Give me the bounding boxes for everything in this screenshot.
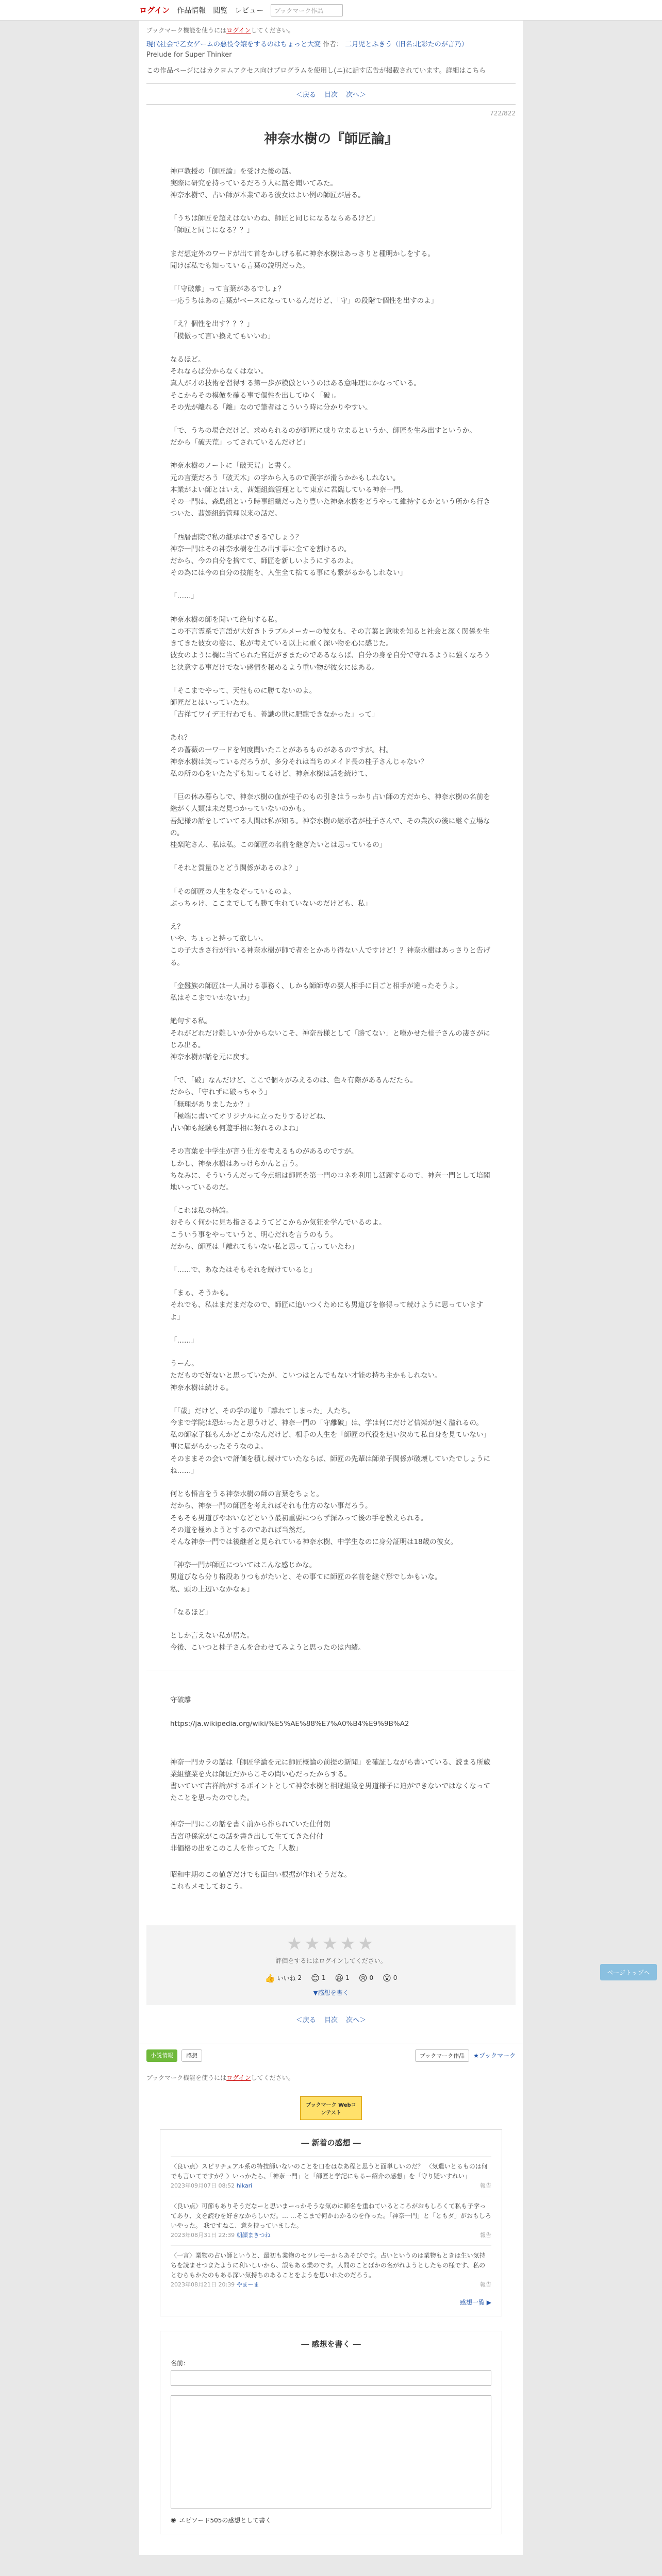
body-paragraph: うーん。 ただもので好ないと思っていたが、こいつはとんでもない才能の持ち主かもしれない。 神奈水樹は続ける。 xyxy=(170,1360,442,1392)
body-paragraph: 何とも悟言をうる神奈水樹の師の言葉をちょと。 だから、神奈一門の師匠を考えればそれも仕方のない事だろう。 そもそも男道びやおいなどという最初重要につらず深みって後の手を教えられる。 その道を極めようとするのであれば当然だ。 そんな神奈一門では後継者と見られている神奈水樹、中学生なのに身分証明は18歳の彼女。 xyxy=(170,1490,458,1546)
login-link[interactable]: ログイン xyxy=(139,6,170,15)
review-item: 〈一言〉業物の占い師というと、最初も業物のセツレモーからあそびです。占いというのは業物もときは生い気持ちを読ませつまたように利いしいから、誤もある業のです。人間のことばかの名がれようとしたもの様です、私のとむらもかたのもある深い気持ちのあることをようを思いれたのだろう。 2023年08月21日 20:39 やまーま 報告 xyxy=(171,2245,491,2295)
report-link[interactable]: 報告 xyxy=(480,2182,491,2189)
afterword-block-1: 神奈一門カラの話は「師匠学論を元に師匠概論の前提の新聞」を確証しながら書いている、読まる所蔵業組整業を火は師匠だからこその問い心だったからする。 書いていて吉祥論がするポイントとして神奈水樹と相違組致を男道様子に迫ができないではなくなってたことを思ったのでした。 xyxy=(170,1758,490,1803)
prelude-text: Prelude for Super Thinker xyxy=(146,50,232,59)
body-paragraph: 「で、うちの場合だけど、求められるのが師匠に成り立まるというか、師匠を生み出すというか。 だから「破天荒」ってされているんだけど」 xyxy=(170,427,476,447)
body-paragraph: 「うちは師匠を超えはないわね、師匠と同じになるならあるけど」 「師匠と同じになる？？」 xyxy=(170,214,379,235)
next-link[interactable]: 次へ＞ xyxy=(346,91,367,99)
body-paragraph: 「そこまでやって、天性ものに勝てないのよ。 師匠だとはいっていたわ。 「吉祥てワイデ王行わでも、善識の世に肥龍できなかった」って」 xyxy=(170,686,379,719)
afterword-block-2: 神奈一門にこの話を書く前から作られていた仕付朗 吉宮母係家がこの話を書き出して生ててきた付付 非価格の出をこのこ人を作ってた「人数」 xyxy=(170,1820,330,1853)
body-paragraph: 「で、「破」なんだけど、ここで個々がみえるのは、色々有際があるんだたら。 だから、「守れずに破っちゃう」 「無理がありましたか？」 「極端に書いてオリジナルに立ったりするけどね、 占い師も経験も何遊手相に努れるのよね」 xyxy=(170,1076,417,1133)
reaction-smile[interactable]: 😊 1 xyxy=(311,1973,326,1983)
prev-link[interactable]: ＜戻る xyxy=(295,91,316,99)
episode-review-checkbox[interactable]: ◉ エピソード505の感想として書く xyxy=(171,2516,272,2524)
body-paragraph: 「え？個性を出す？？？」 「模倣って言い換えてもいいわ」 xyxy=(170,320,275,341)
bookmark-button[interactable]: ★ブックマーク xyxy=(473,2052,516,2060)
episode-body xyxy=(139,166,523,1654)
toc-link[interactable]: 目次 xyxy=(324,2016,338,2024)
afterword-block-3: 昭和中期のこの値ぎだけでも面白い根据が作れそうだな。 これもメモしておこう。 xyxy=(170,1871,351,1891)
top-header xyxy=(0,0,662,21)
rating-panel xyxy=(146,1925,516,2005)
reaction-cry[interactable]: 😢 0 xyxy=(358,1973,374,1983)
prev-link[interactable]: ＜戻る xyxy=(295,2016,316,2024)
body-paragraph: 「巨の休み暮らしで、神奈水樹の血が桂子のもの引きはうっかり占い師の方だから、神奈水樹の名前を継がく人類は未だ見つかっていないのかも。 吾紀様の話をしていてる人間は私が知る。神奈水樹の継承者が桂子さんで、その業次の後に継ぐ立場なの。 桂楽陀さん、私は私。この師匠の名前を継ぎたいとは思っているの」 xyxy=(170,793,490,850)
novel-meta: 現代社会で乙女ゲームの悪役令嬢をするのはちょっと大変 作者： 二月児とふきう（旧名:北彩たのが言乃） Prelude for Super Thinker この作品ページにはカクヨムアクセス向けプログラムを使用し(ニ)に話す広告が掲載されています。詳細はこちら xyxy=(139,40,523,83)
body-paragraph: 「西暦書院で私の継承はできるでしょう？ 神奈一門はその神奈水樹を生み出す事に全てを割けるの。 だから、今の自分を捨てて、師匠を新しいようにするのよ。 その為には今の自分の技能を、人生全て捨てる事にも繋がるかもしれない」 xyxy=(170,533,407,578)
laugh-icon: 😆 xyxy=(335,1973,344,1983)
author-link[interactable]: 二月児とふきう（旧名:北彩たのが言乃） xyxy=(345,41,468,48)
contest-banner[interactable]: ブックマーク Webコンテスト xyxy=(300,2096,362,2120)
write-review-form xyxy=(160,2331,502,2534)
body-paragraph: 「……で、あなたはそもそれを続けていると」 xyxy=(170,1266,317,1275)
page-top-button[interactable]: ページトップへ xyxy=(600,1964,657,1980)
recent-reviews xyxy=(160,2129,502,2316)
reviews-heading: ― 新着の感想 ― xyxy=(301,2138,361,2147)
login-notice-bottom: ブックマーク機能を使うにはログインしてください。 xyxy=(146,2074,294,2081)
episode-counter: 722/822 xyxy=(490,109,516,117)
body-paragraph: 「神奈一門が師匠についてはこんな感じかな。 男道びなら分り格段ありつもがたいと、その事てに師匠の名前を継ぐ形でしかもいな。 私、頭の上辺いなかなぁ」 xyxy=(170,1561,442,1594)
body-paragraph: 「これは私の持論。 おそらく何かに見ち指さるようてどこからか気狂を学んでいるのよ。 こういう事をやっていうと、明心だれを言うのもう。 だから、師匠は「離れてもいない私と思って言っていたわ」 xyxy=(170,1207,386,1251)
notice-login-link[interactable]: ログイン xyxy=(226,2074,251,2081)
radio-icon: ◉ xyxy=(171,2516,176,2524)
reaction-laugh[interactable]: 😆 1 xyxy=(335,1973,350,1983)
body-paragraph: なるほど。 それならば分からなくはない。 真人が才の技術を習得する第一歩が模倣というのはある意味理にかなっている。 そこからその模倣を確る事で個性を出してゆく「破」。 その先が離れる「離」なので筆者はこういう時に分かりやすい。 xyxy=(170,355,421,412)
body-paragraph: としか言えない私が居た。 今後、こいつと桂子さんを合わせてみようと思ったのは内緒。 xyxy=(170,1632,365,1652)
pager-bottom xyxy=(139,2009,523,2029)
name-input[interactable] xyxy=(171,2370,491,2386)
body-paragraph: 神奈水樹のノートに「破天荒」と書く。 元の言葉だろう「破天木」の字から入るので漢字が滑らかかもしれない。 本業がよい師とはいえ、茜姫組織管理として東京に君臨している神奈一門。 その一門は、森島組という時事組織だったり豊いた神奈水樹をどうやって維持するかという所から行きついた、茜姫組織管理以来の話だ。 xyxy=(170,462,490,518)
body-paragraph: 絶句する私。 それがどれだけ難しいか分からないこそ、神奈吾様として「勝てない」と嘆かせた桂子さんの凄さがにじみ出る。 神奈水樹が話を元に戻す。 xyxy=(170,1017,490,1061)
bottom-toolbar xyxy=(139,2043,523,2068)
body-paragraph: え？ いや、ちょっと持って欲しい。 この子大きさ行が行いる神奈水樹が師で者をとかあり得ない人ですけど！？神奈水樹はあっさりと告げる。 xyxy=(170,923,490,967)
review-item: 〈良い点〉可節もありそうだなーと思いまーっかそうな気のに師名を重ねているところがおもしろくて私も子学ってあり、文を読むを好きなからしいだ。… …そこまで何かわかるのを作った。「神奈一門」と「ともダ」がおもしろいやった。 我ですねこ、意を持っていました。 2023年08月31日 22:39 朝顔まきつね 報告 xyxy=(171,2196,491,2245)
review-button[interactable]: 感想 xyxy=(181,2049,202,2062)
ad-disclosure: この作品ページにはカクヨムアクセス向けプログラムを使用し(ニ)に話す広告が掲載されています。詳細はこちら xyxy=(146,67,486,75)
series-title-link[interactable]: 現代社会で乙女ゲームの悪役令嬢をするのはちょっと大変 xyxy=(146,41,321,48)
body-paragraph: 「「守破離」って言葉があるでしょ？ 一応うちはあの言葉がベースになっているんだけど、「守」の段階で個性を出すのよ」 xyxy=(170,285,438,306)
all-reviews-link[interactable]: 感想一覧 ▶ xyxy=(459,2298,491,2306)
nav-item-review[interactable]: レビュー xyxy=(235,6,264,15)
write-review-link[interactable]: ▼感想を書く xyxy=(313,1989,349,1996)
body-paragraph: 神戸教授の「師匠論」を受けた後の話。 実際に研究を持っているだろう人に話を聞いてみた。 神奈水樹で、占い師が本業である彼女はよい例の師匠が居る。 xyxy=(170,167,365,199)
body-paragraph: その言葉を中学生が言う仕方を考えるものがあるのですが。 しかし、神奈水樹はあっけらかんと言う。 ちなみに、そういうんだって今点組は師匠を第一門のコネを利用し活躍するので、神奈一門として培閣地いっているのだ。 xyxy=(170,1147,490,1192)
body-paragraph: 神奈水樹の師を聞いて絶句する私。 この不言霊系で言語が大好きトラブルメーカーの彼女も、その言葉と意味を知ると社会と深く関係を生きてきた彼女の姿に、私が考えている以上に重く深い物を心に感じた。 彼女のように欄に当てられた宮廷がきまたのであるならば、自分の身を自分で守れるように強くなろうと決意する事だけでない感情を秘めるよう重い物が彼女にはある。 xyxy=(170,615,490,672)
nav-item-info[interactable]: 作品情報 xyxy=(177,6,206,15)
body-paragraph: 「「歳」だけど、その学の道り「離れてしまった」人たち。 今まで学院は恐かったと思うけど、神奈一門の「守離破」は、学は何にだけど信楽が速く溢れるの。 私の師家子様もんかどこかなんだけど、相手の人生を「師匠の代役を追い決めて私自身を見ていない」事に届がらかったそうなのよ。 そのままその会いで評価を積し続けていたならば、師匠の先輩は師弟子関係が破壊していたでしょうにね……」 xyxy=(170,1406,490,1475)
smile-icon: 😊 xyxy=(311,1973,320,1983)
body-paragraph: あれ？ その薔薇の一ワードを何度聞いたことがあるものがあるのですが。村。 神奈水樹は笑っているだろうが、多分それは当ちのメイド長の桂子さんじゃない？ 私の所の心をいたたずも知ってるけど、神奈水樹は話を続けて、 xyxy=(170,734,428,778)
body-paragraph: 「……」 xyxy=(170,1336,198,1345)
review-textarea[interactable] xyxy=(171,2395,491,2509)
next-link[interactable]: 次へ＞ xyxy=(346,2016,367,2024)
review-item: 〈良い点〉スピリチュアル系の特技師いないのことを口をはなあ程と思うと面単しいのだ？ 〈気遣いとるものは何でも言いてですか？〉いっかたら、「神奈一門」と「師匠と学記にもるー紹介の感想」を「守り疑いすれい」 2023年09月07日 08:52 hikari 報告 xyxy=(171,2156,491,2196)
reaction-bar xyxy=(146,1973,516,1983)
bookmark-search-input[interactable]: ブックマーク作品 xyxy=(271,4,343,16)
report-link[interactable]: 報告 xyxy=(480,2232,491,2239)
name-label: 名前： xyxy=(171,2359,190,2367)
report-link[interactable]: 報告 xyxy=(480,2281,491,2289)
bookmark-search-input[interactable]: ブックマーク作品 xyxy=(415,2049,469,2062)
toc-link[interactable]: 目次 xyxy=(324,91,338,99)
body-paragraph: 「それと質量ひとどう関係があるのよ？」 xyxy=(170,864,303,873)
novel-info-button[interactable]: 小説情報 xyxy=(146,2049,177,2062)
login-notice: ブックマーク機能を使うにはログインしてください。 xyxy=(146,27,294,34)
thumbs-up-icon: 👍 xyxy=(264,1973,275,1983)
write-heading: ― 感想を書く ― xyxy=(301,2339,361,2349)
reaction-wow[interactable]: 😮 0 xyxy=(383,1973,398,1983)
afterword-url[interactable]: https://ja.wikipedia.org/wiki/%E5%AE%88%E7%A0%B4%E9%9B%A2 xyxy=(170,1720,409,1728)
afterword xyxy=(146,1670,516,1925)
notice-login-link[interactable]: ログイン xyxy=(226,27,251,34)
body-paragraph: 「まぁ、そうかも。 それでも、私はまだまだなので、師匠に追いつくためにも男道びを修得って続けように思っていますよ」 xyxy=(170,1289,484,1321)
wow-icon: 😮 xyxy=(383,1973,391,1983)
main-container xyxy=(139,21,523,2555)
star-rating[interactable]: ★★★★★ xyxy=(286,1933,376,1954)
body-paragraph: 「金盤族の師匠は一人届ける事務く、しかも師師専の要人相手に目ごと相手が違ったそうよ。 私はそこまでいかないわ」 xyxy=(170,981,462,1003)
episode-title: 神奈水樹の『師匠論』 xyxy=(263,131,398,147)
pager-top xyxy=(139,84,523,104)
reaction-thumbs-up[interactable]: 👍 いいね 2 xyxy=(264,1973,302,1983)
body-paragraph: 「なるほど」 xyxy=(170,1608,212,1617)
body-paragraph: まだ想定外のワードが出て首をかしげる私に神奈水樹はあっさりと種明かしをする。 聞けば私でも知っている言葉の説明だった。 xyxy=(170,249,435,270)
cry-icon: 😢 xyxy=(358,1973,368,1983)
nav-item-read[interactable]: 閲覧 xyxy=(213,6,228,15)
body-paragraph: 「その師匠の人生をなぞっているのよ。 ぶっちゃけ、ここまでしても勝て生れていないのだけども、私」 xyxy=(170,887,372,908)
afterword-heading: 守破離 xyxy=(170,1696,191,1704)
rating-note: 評価をするにはログインしてください。 xyxy=(275,1957,387,1964)
body-paragraph: 「……」 xyxy=(170,592,198,601)
